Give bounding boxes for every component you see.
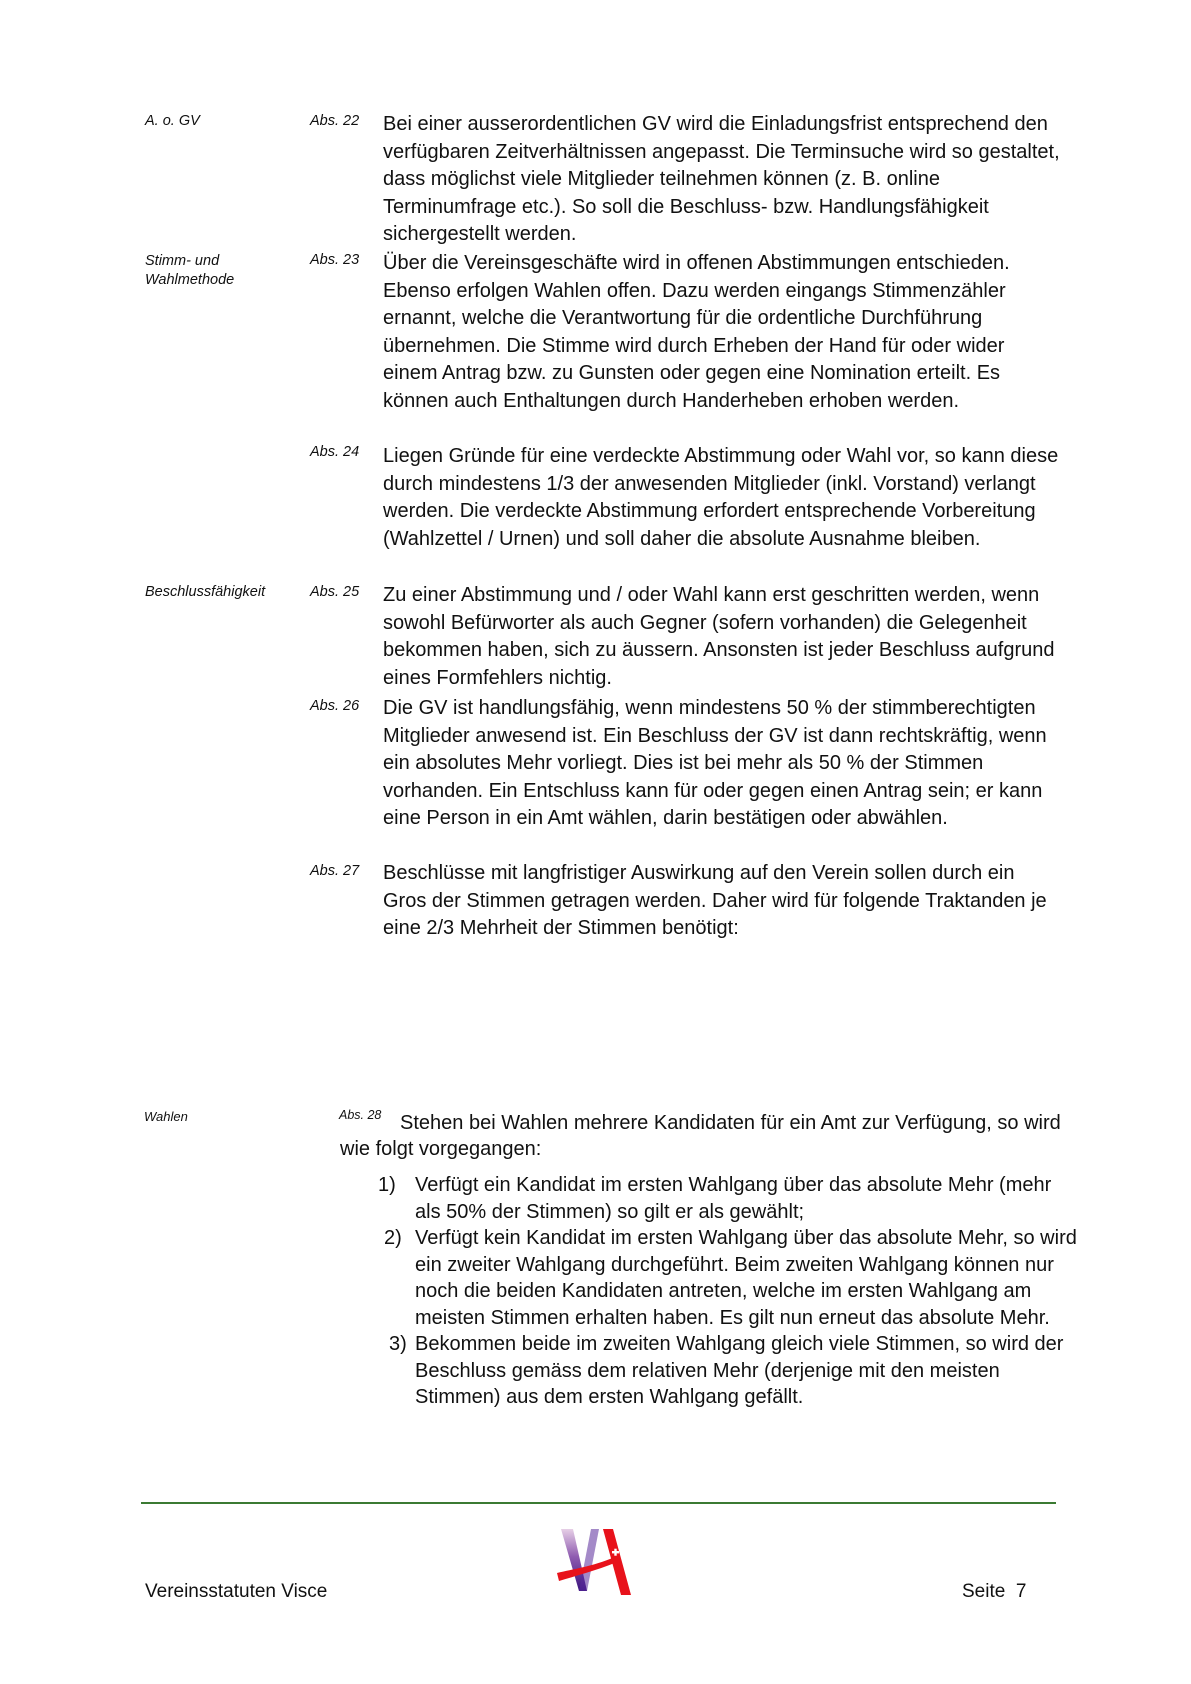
list-text: Bekommen beide im zweiten Wahlgang gleich viele Stimmen, so wird der Beschluss gemäss dem relativen Mehr (derjenige mit den meisten Stimmen) aus dem ersten Wahlgang gefällt. — [415, 1333, 1064, 1408]
paragraph-number: Abs. 27 — [310, 863, 360, 879]
side-label-ao-gv: A. o. GV — [145, 113, 200, 129]
page-number: Seite 7 — [962, 1581, 1027, 1602]
paragraph-text: Bei einer ausserordentlichen GV wird die Einladungsfrist entsprechend den verfügbaren Zeitverhältnissen angepasst. Die Terminsuche wird so gestaltet, dass möglichst viele Mitglieder teilnehmen können (z. B. online Terminumfrage etc.). So soll die Beschluss- bzw. Handlungsfähigkeit sichergestellt werden. — [383, 113, 1060, 245]
list-number: 2) — [384, 1227, 402, 1249]
paragraph-number: Abs. 24 — [310, 444, 360, 460]
list-item — [378, 1172, 1078, 1225]
paragraph-text: Stehen bei Wahlen mehrere Kandidaten für ein Amt zur Verfügung, so wird wie folgt vorgegangen: — [340, 1112, 1061, 1160]
list-item — [378, 1331, 1078, 1411]
side-label-beschlussfaehigkeit: Beschlussfähigkeit — [145, 584, 266, 600]
paragraph-number: Abs. 22 — [310, 113, 360, 129]
list-number: 3) — [389, 1333, 407, 1355]
list-item — [378, 1225, 1078, 1331]
side-label-wahlen: Wahlen — [144, 1109, 188, 1124]
paragraph-number: Abs. 23 — [310, 252, 360, 268]
footer-divider — [141, 1502, 1056, 1504]
list-text: Verfügt kein Kandidat im ersten Wahlgang über das absolute Mehr, so wird ein zweiter Wahlgang durchgeführt. Beim zweiten Wahlgang können nur noch die beiden Kandidaten antreten, welche im ersten Wahlgang am meisten Stimmen erhalten haben. Es gilt nun erneut das absolute Mehr. — [415, 1227, 1077, 1329]
footer-document-title: Vereinsstatuten Visce — [145, 1581, 328, 1602]
side-label-stimm-wahlmethode: Stimm- und Wahlmethode — [145, 253, 235, 288]
paragraph-text: Zu einer Abstimmung und / oder Wahl kann erst geschritten werden, wenn sowohl Befürworter als auch Gegner (sofern vorhanden) die Gelegenheit bekommen haben, sich zu äussern. Ansonsten ist jeder Beschluss aufgrund eines Formfehlers nichtig. — [383, 584, 1055, 689]
paragraph-text: Liegen Gründe für eine verdeckte Abstimmung oder Wahl vor, so kann diese durch mindestens 1/3 der anwesenden Mitglieder (inkl. Vorstand) verlangt werden. Die verdeckte Abstimmung erfordert entsprechende Vorbereitung (Wahlzettel / Urnen) und soll daher die absolute Ausnahme bleiben. — [383, 445, 1059, 550]
paragraph-number: Abs. 25 — [310, 584, 360, 600]
paragraph-text: Beschlüsse mit langfristiger Auswirkung auf den Verein sollen durch ein Gros der Stimmen getragen werden. Daher wird für folgende Traktanden je eine 2/3 Mehrheit der Stimmen benötigt: — [383, 862, 1047, 939]
paragraph-text: Die GV ist handlungsfähig, wenn mindestens 50 % der stimmberechtigten Mitglieder anwesend ist. Ein Beschluss der GV ist dann rechtskräftig, wenn ein absolutes Mehr vorliegt. Dies ist bei mehr als 50 % der Stimmen vorhanden. Ein Entschluss kann für oder gegen einen Antrag sein; er kann eine Person in ein Amt wählen, darin bestätigen oder abwählen. — [383, 697, 1047, 829]
va-logo-icon — [555, 1529, 640, 1597]
paragraph-number: Abs. 26 — [310, 698, 360, 714]
paragraph-text: Über die Vereinsgeschäfte wird in offenen Abstimmungen entschieden. Ebenso erfolgen Wahlen offen. Dazu werden eingangs Stimmenzähler ernannt, welche die Verantwortung für die ordentliche Durchführung übernehmen. Die Stimme wird durch Erheben der Hand für oder wider einem Antrag bzw. zu Gunsten oder gegen eine Nomination erteilt. Es können auch Enthaltungen durch Handerheben erhoben werden. — [383, 252, 1010, 412]
list-number: 1) — [378, 1174, 396, 1196]
election-procedure-list — [378, 1172, 1078, 1411]
list-text: Verfügt ein Kandidat im ersten Wahlgang über das absolute Mehr (mehr als 50% der Stimmen) so gilt er als gewählt; — [415, 1174, 1052, 1223]
paragraph-number: Abs. 28 — [339, 1108, 382, 1122]
